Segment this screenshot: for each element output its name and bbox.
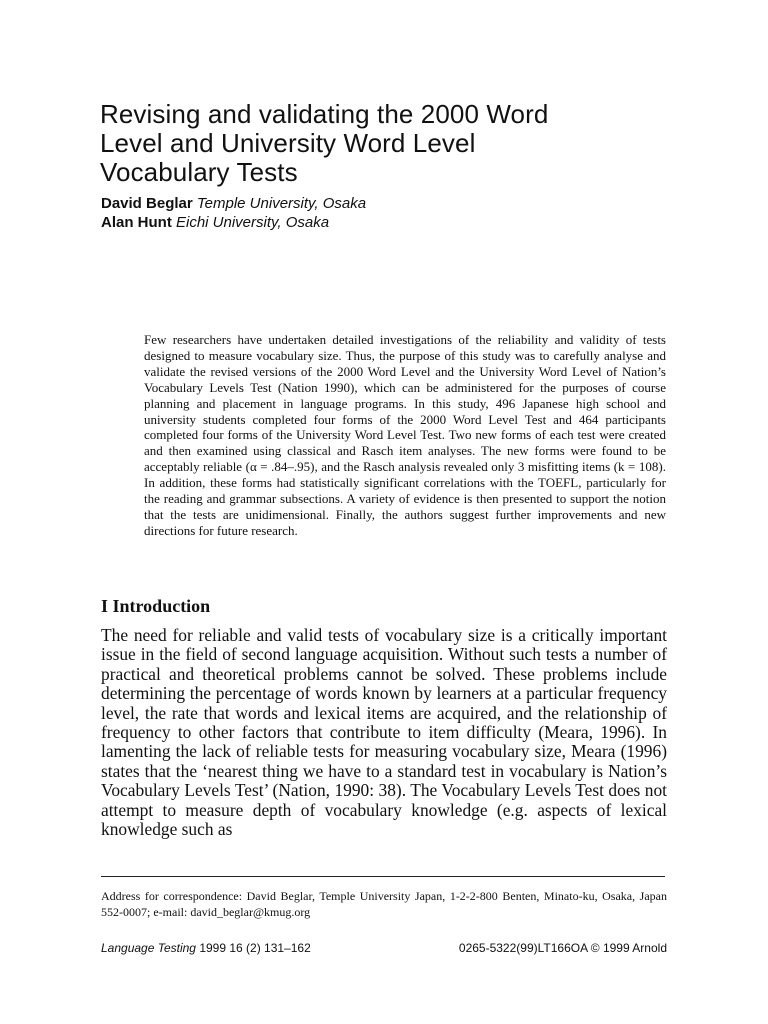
volume-pages: 1999 16 (2) 131–162 — [199, 941, 311, 955]
footnote-divider — [101, 876, 665, 877]
journal-citation — [101, 940, 311, 956]
section-body-text: The need for reliable and valid tests of vocabulary size is a critically important issue in the field of second language acquisition. Without such tests a number of practical and theoretical problems cannot be solved. These problems include determining the percentage of words known by learners at a particular frequency level, the rate that words and lexical items are acquired, and the relationship of frequency to other factors that contribute to item difficulty (Meara, 1996). In lamenting the lack of reliable tests for measuring vocabulary size, Meara (1996) states that the ‘nearest thing we have to a standard test in vocabulary is Nation’s Vocabulary Levels Test’ (Nation, 1990: 38). The Vocabulary Levels Test does not attempt to measure depth of vocabulary knowledge (e.g. aspects of lexical knowledge such as — [101, 625, 667, 840]
author-list — [101, 194, 366, 232]
title-line: Revising and validating the 2000 Word — [100, 99, 549, 129]
author-entry — [101, 194, 366, 213]
author-affiliation: Eichi University, Osaka — [176, 214, 330, 231]
correspondence-footnote: Address for correspondence: David Beglar, Temple University Japan, 1-2-2-800 Benten, Minato-ku, Osaka, Japan 552-0007; e-mail: david_beglar@kmug.org — [101, 889, 667, 919]
author-entry — [101, 213, 366, 232]
journal-name: Language Testing — [101, 941, 196, 955]
copyright-code: 0265-5322(99)LT166OA © 1999 Arnold — [458, 941, 667, 955]
title-line: Vocabulary Tests — [100, 157, 298, 187]
title-line: Level and University Word Level — [100, 128, 476, 158]
section-heading: I Introduction — [101, 596, 211, 616]
abstract-text: Few researchers have undertaken detailed investigations of the reliability and validity of tests designed to measure vocabulary size. Thus, the purpose of this study was to carefully analyse and validate the revised versions of the 2000 Word Level and the University Word Level of Nation’s Vocabulary Levels Test (Nation 1990), which can be administered for the purposes of course planning and placement in language programs. In this study, 496 Japanese high school and university students completed four forms of the 2000 Word Level Test and 464 participants completed four forms of the University Word Level Test. Two new forms of each test were created and then examined using classical and Rasch item analyses. The new forms were found to be acceptably reliable (α = .84–.95), and the Rasch analysis revealed only 3 misfitting items (k = 108). In addition, these forms had statistically significant correlations with the TOEFL, particularly for the reading and grammar subsections. A variety of evidence is then presented to support the notion that the tests are unidimensional. Finally, the authors suggest further improvements and new directions for future research. — [144, 332, 666, 538]
page-footer — [101, 940, 667, 956]
author-name: Alan Hunt — [101, 214, 172, 231]
article-title — [100, 100, 680, 187]
author-name: David Beglar — [101, 195, 193, 212]
author-affiliation: Temple University, Osaka — [196, 195, 367, 212]
